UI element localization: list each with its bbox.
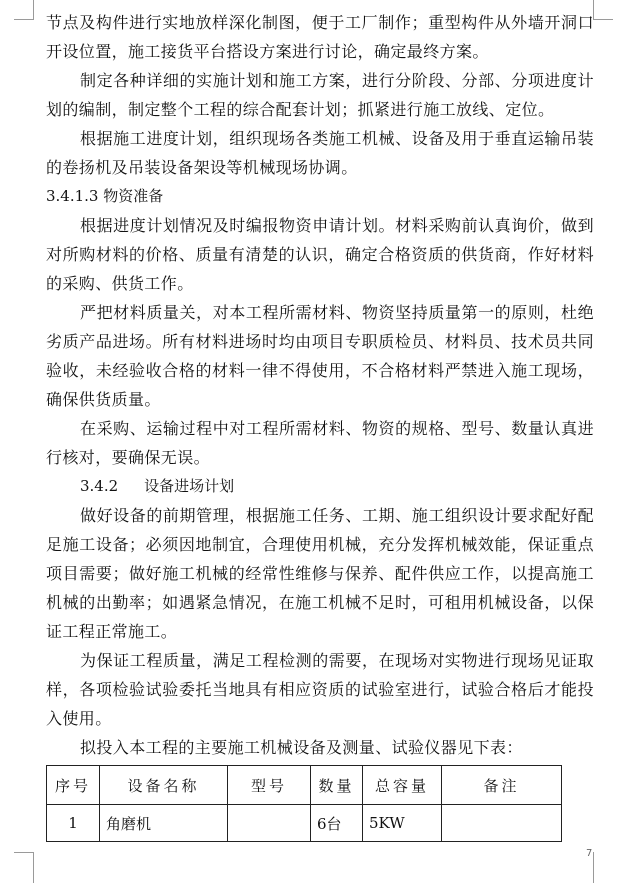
paragraph-table-intro: 拟投入本工程的主要施工机械设备及测量、试验仪器见下表：: [80, 738, 523, 757]
header-model: 型号: [228, 766, 311, 805]
paragraph-material-quality: 严把材料质量关，对本工程所需材料、物资坚持质量第一的原则，杜绝劣质产品进场。所有材料进场时均由项目专职质检员、材料员、技术员共同验收，未经验收合格的材料一律不得使用，不合格材料严禁进入施工现场，确保供货质量。: [46, 303, 594, 409]
equipment-table: [46, 765, 562, 842]
table-header-row: [47, 766, 562, 805]
section-number: 3.4.2: [80, 477, 119, 495]
cell-index: 1: [47, 805, 100, 842]
crop-mark-top-right-h: [593, 19, 613, 20]
cell-equipment-name: 角磨机: [100, 805, 228, 842]
table-row: [47, 805, 562, 842]
header-equipment-name: 设备名称: [100, 766, 228, 805]
header-index: 序号: [47, 766, 100, 805]
section-title: 设备进场计划: [144, 477, 235, 495]
section-heading-equipment-plan: [80, 472, 594, 501]
paragraph-material-procurement: 根据进度计划情况及时编报物资申请计划。材料采购前认真询价，做到对所购材料的价格、质量有清楚的认识，确定合格资质的供货商，作好材料的采购、供货工作。: [46, 216, 594, 293]
paragraph-machinery-coordination: 根据施工进度计划，组织现场各类施工机械、设备及用于垂直运输吊装的卷扬机及吊装设备架设等机械现场协调。: [46, 129, 594, 177]
section-heading-material-prep: 3.4.1.3 物资准备: [46, 187, 164, 205]
paragraph-construction-plan: 制定各种详细的实施计划和施工方案，进行分阶段、分部、分项进度计划的编制，制定整个工程的综合配套计划；抓紧进行施工放线、定位。: [46, 71, 594, 119]
paragraph-material-verification: 在采购、运输过程中对工程所需材料、物资的规格、型号、数量认真进行核对，要确保无误。: [46, 419, 594, 467]
cell-quantity: 6台: [311, 805, 363, 842]
cell-remarks: [442, 805, 562, 842]
paragraph-equipment-management: 做好设备的前期管理，根据施工任务、工期、施工组织设计要求配好配足施工设备；必须因地制宜，合理使用机械，充分发挥机械效能，保证重点项目需要；做好施工机械的经常性维修与保养、配件供应工作，以提高施工机械的出勤率；如遇紧急情况，在施工机械不足时，可租用机械设备，以保证工程正常施工。: [46, 506, 594, 641]
crop-mark-bottom-right-v: [593, 852, 594, 883]
crop-mark-bottom-left-v: [33, 852, 34, 883]
crop-mark-top-left-h: [14, 19, 34, 20]
crop-mark-bottom-left-h: [14, 852, 34, 853]
cell-total-capacity: 5KW: [363, 805, 442, 842]
header-remarks: 备注: [442, 766, 562, 805]
header-quantity: 数量: [311, 766, 363, 805]
paragraph-staking-drawing: 节点及构件进行实地放样深化制图，便于工厂制作；重型构件从外墙开洞口开设位置，施工接货平台搭设方案进行讨论，确定最终方案。: [46, 13, 594, 61]
document-body: [46, 8, 594, 762]
page-number: 7: [586, 848, 593, 859]
header-total-capacity: 总容量: [363, 766, 442, 805]
cell-model: [228, 805, 311, 842]
paragraph-witness-sampling: 为保证工程质量，满足工程检测的需要，在现场对实物进行现场见证取样，各项检验试验委托当地具有相应资质的试验室进行，试验合格后才能投入使用。: [46, 651, 594, 728]
crop-mark-top-left-v: [33, 0, 34, 20]
